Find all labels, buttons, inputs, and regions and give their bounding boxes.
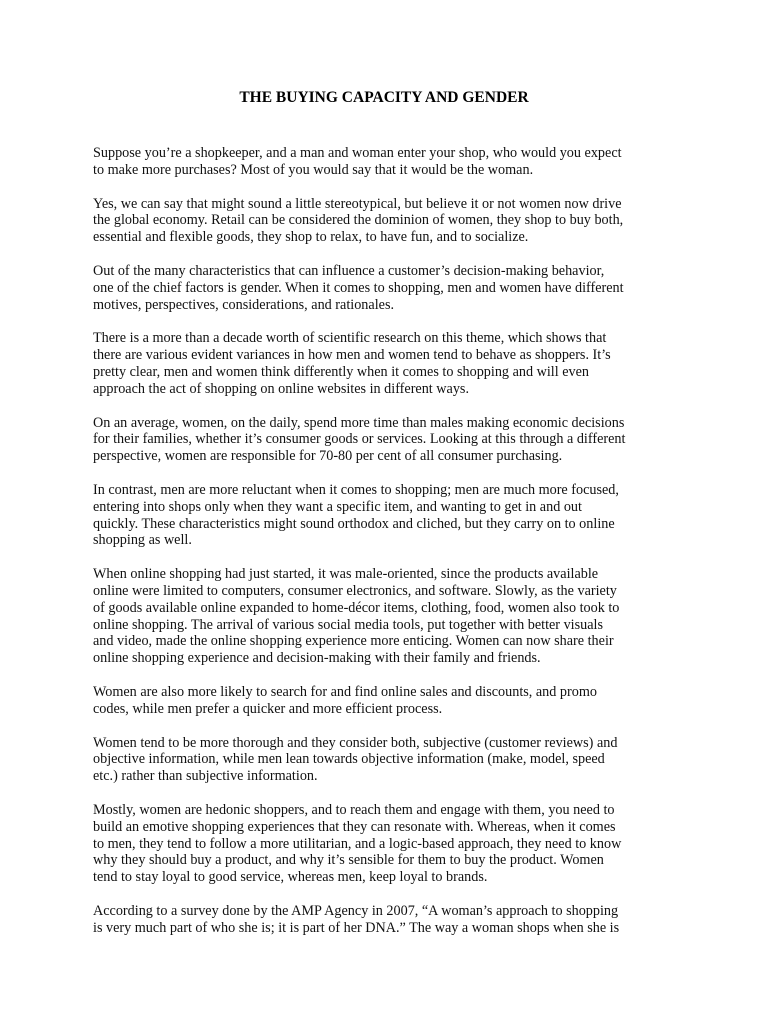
text-line: essential and flexible goods, they shop to relax, to have fun, and to socialize.: [93, 229, 529, 246]
paragraph: [93, 802, 683, 886]
paragraph: [93, 415, 683, 465]
text-line: is very much part of who she is; it is part of her DNA.” The way a woman shops when she is: [93, 919, 620, 936]
text-line: Mostly, women are hedonic shoppers, and to reach them and engage with them, you need to: [93, 801, 615, 818]
text-line: of goods available online expanded to home-décor items, clothing, food, women also took to: [93, 599, 620, 616]
paragraph: [93, 566, 683, 667]
text-line: online shopping. The arrival of various social media tools, put together with better visuals: [93, 616, 603, 633]
text-line: online were limited to computers, consumer electronics, and software. Slowly, as the variety: [93, 582, 617, 599]
text-line: There is a more than a decade worth of scientific research on this theme, which shows that: [93, 330, 607, 347]
text-line: shopping as well.: [93, 532, 192, 549]
paragraph: [93, 196, 683, 246]
text-line: In contrast, men are more reluctant when it comes to shopping; men are much more focused,: [93, 481, 619, 498]
paragraph: [93, 482, 683, 549]
paragraph: [93, 684, 683, 718]
text-line: tend to stay loyal to good service, whereas men, keep loyal to brands.: [93, 869, 488, 886]
text-line: According to a survey done by the AMP Agency in 2007, “A woman’s approach to shopping: [93, 902, 619, 919]
paragraph: [93, 263, 683, 313]
text-line: there are various evident variances in how men and women tend to behave as shoppers. It’s: [93, 347, 611, 364]
text-line: to make more purchases? Most of you would say that it would be the woman.: [93, 161, 534, 178]
text-line: why they should buy a product, and why it’s sensible for them to buy the product. Women: [93, 852, 604, 869]
text-line: Out of the many characteristics that can influence a customer’s decision-making behavior,: [93, 262, 605, 279]
text-line: Women tend to be more thorough and they consider both, subjective (customer reviews) and: [93, 734, 618, 751]
document-body: [93, 145, 683, 953]
text-line: entering into shops only when they want a specific item, and wanting to get in and out: [93, 498, 582, 515]
text-line: to men, they tend to follow a more utilitarian, and a logic-based approach, they need to know: [93, 835, 622, 852]
text-line: quickly. These characteristics might sound orthodox and cliched, but they carry on to online: [93, 515, 615, 532]
text-line: build an emotive shopping experiences that they can resonate with. Whereas, when it comes: [93, 818, 616, 835]
text-line: for their families, whether it’s consumer goods or services. Looking at this through a different: [93, 431, 626, 448]
text-line: approach the act of shopping on online websites in different ways.: [93, 380, 470, 397]
paragraph: [93, 903, 683, 937]
text-line: one of the chief factors is gender. When it comes to shopping, men and women have different: [93, 279, 624, 296]
document-title: THE BUYING CAPACITY AND GENDER: [239, 89, 529, 106]
text-line: Yes, we can say that might sound a little stereotypical, but believe it or not women now drive: [93, 195, 622, 212]
text-line: When online shopping had just started, it was male-oriented, since the products available: [93, 566, 599, 583]
text-line: perspective, women are responsible for 70-80 per cent of all consumer purchasing.: [93, 448, 563, 465]
text-line: Women are also more likely to search for and find online sales and discounts, and promo: [93, 683, 597, 700]
text-line: and video, made the online shopping experience more enticing. Women can now share their: [93, 633, 614, 650]
text-line: online shopping experience and decision-making with their family and friends.: [93, 650, 541, 667]
text-line: etc.) rather than subjective information.: [93, 768, 318, 785]
text-line: Suppose you’re a shopkeeper, and a man and woman enter your shop, who would you expect: [93, 145, 622, 161]
paragraph: [93, 735, 683, 785]
text-line: motives, perspectives, considerations, and rationales.: [93, 296, 395, 313]
text-line: codes, while men prefer a quicker and more efficient process.: [93, 700, 443, 717]
text-line: objective information, while men lean towards objective information (make, model, speed: [93, 751, 605, 768]
text-line: pretty clear, men and women think differently when it comes to shopping and will even: [93, 363, 590, 380]
paragraph: [93, 330, 683, 397]
text-line: On an average, women, on the daily, spend more time than males making economic decisions: [93, 414, 625, 431]
paragraph: [93, 145, 683, 179]
text-line: the global economy. Retail can be considered the dominion of women, they shop to buy both,: [93, 212, 624, 229]
